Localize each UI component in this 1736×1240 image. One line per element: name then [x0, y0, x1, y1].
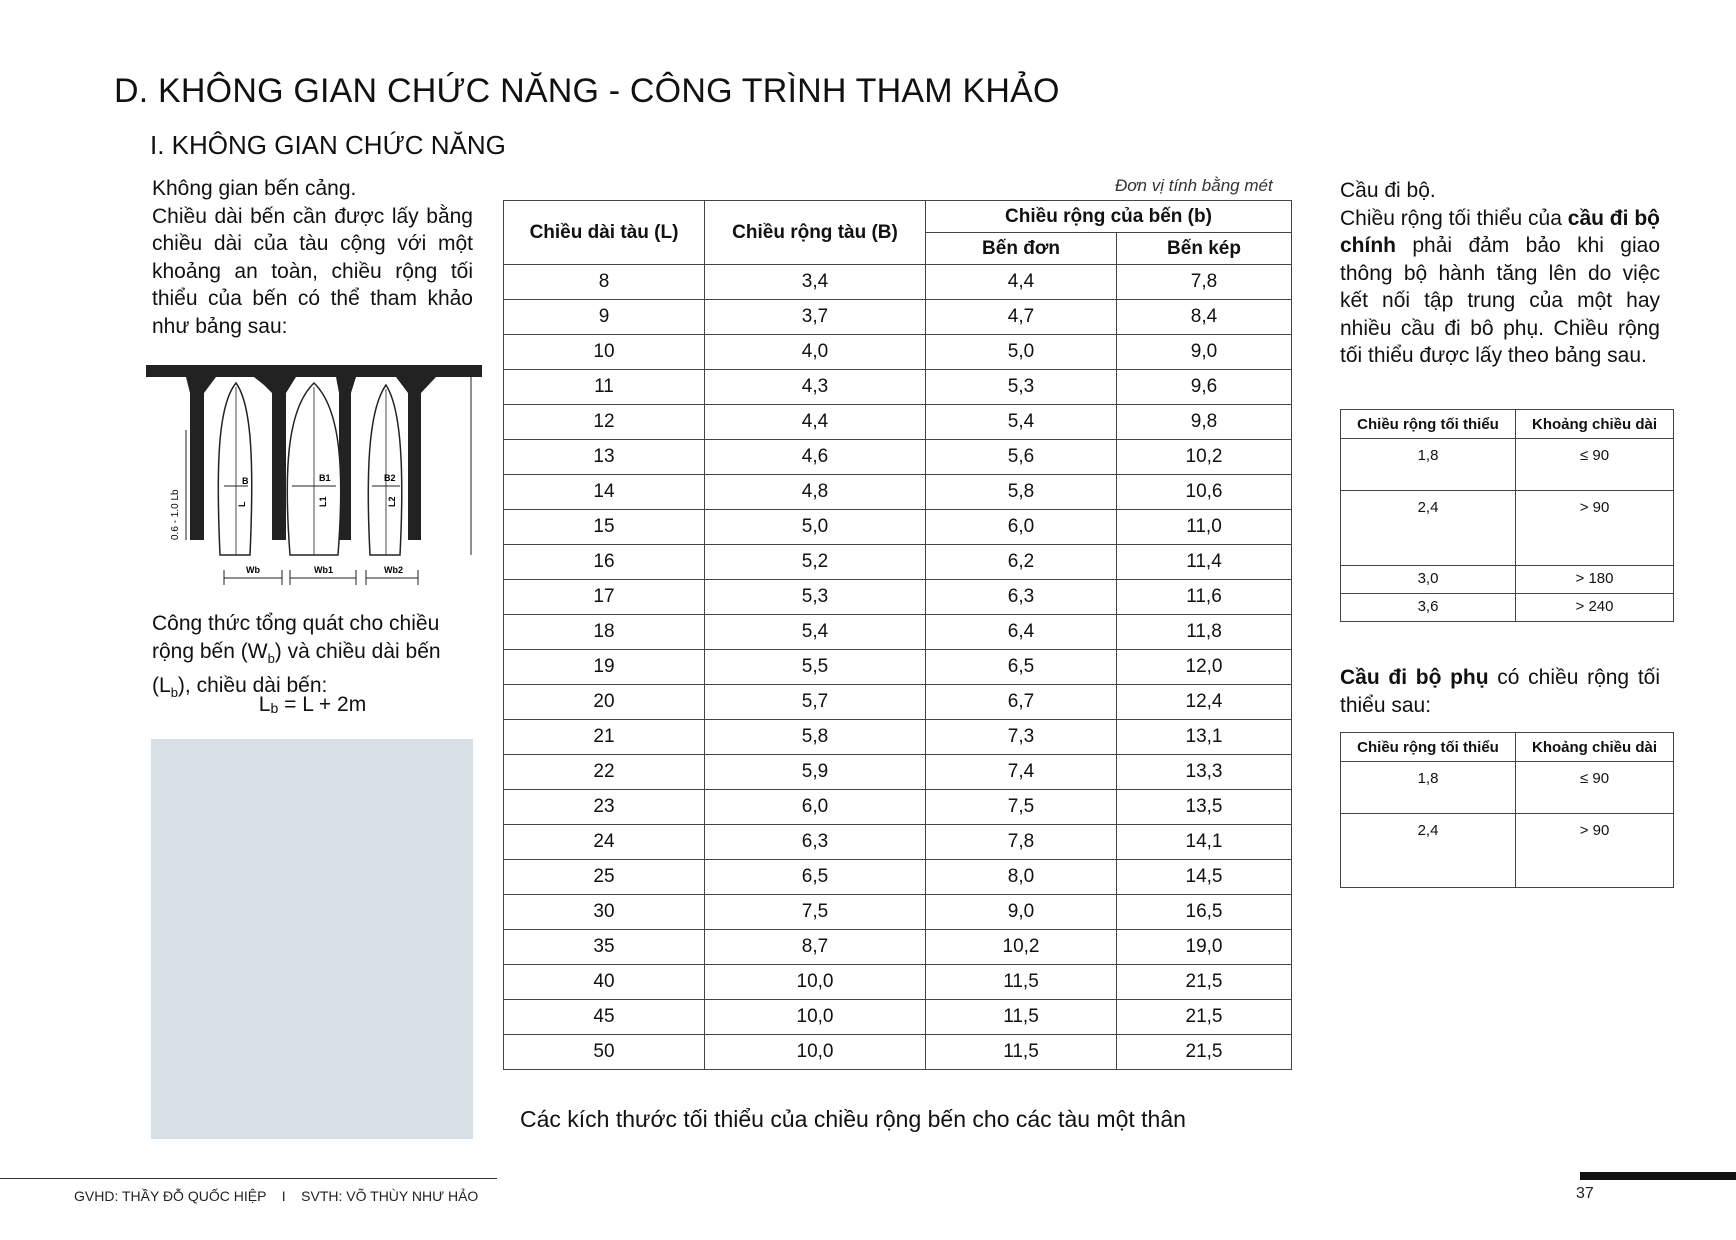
table-cell: 5,8 [926, 475, 1117, 510]
table-cell: 1,8 [1341, 439, 1516, 491]
table-cell: 5,2 [705, 545, 926, 580]
table-row [504, 685, 1292, 720]
table-row [504, 510, 1292, 545]
table-cell: 7,5 [705, 895, 926, 930]
table-row [504, 930, 1292, 965]
page-number: 37 [1576, 1185, 1594, 1202]
table-cell: 4,3 [705, 370, 926, 405]
berth-diagram [146, 365, 482, 590]
sub-footbridge-table [1340, 732, 1674, 888]
table-cell: > 180 [1516, 566, 1674, 594]
berth-width-table [503, 200, 1292, 1070]
table-cell: 13,5 [1117, 790, 1292, 825]
table-row [504, 755, 1292, 790]
table-cell: 17 [504, 580, 705, 615]
table-cell: ≤ 90 [1516, 762, 1674, 814]
table-row [504, 650, 1292, 685]
formula-description: Công thức tổng quát cho chiều rộng bến $(W_b)$ và chiều dài bến $(L_b)$, chiều dài bến: [152, 612, 441, 701]
table-cell: 13 [504, 440, 705, 475]
table-cell: 8,0 [926, 860, 1117, 895]
table-cell: 5,9 [705, 755, 926, 790]
table-cell: 10,2 [926, 930, 1117, 965]
table-row [504, 965, 1292, 1000]
table-cell: 5,6 [926, 440, 1117, 475]
table-cell: 5,0 [926, 335, 1117, 370]
table-cell: 14,1 [1117, 825, 1292, 860]
table-cell: 6,3 [705, 825, 926, 860]
col-header-single-berth: Bến đơn [926, 233, 1117, 265]
table-cell: 5,4 [926, 405, 1117, 440]
table-cell: 3,7 [705, 300, 926, 335]
table-cell: 11,0 [1117, 510, 1292, 545]
table-cell: > 240 [1516, 594, 1674, 622]
table-row [504, 825, 1292, 860]
table-cell: 13,3 [1117, 755, 1292, 790]
table-cell: ≤ 90 [1516, 439, 1674, 491]
diagram-label: L [237, 501, 247, 507]
table-cell: 11,5 [926, 965, 1117, 1000]
table-row [504, 405, 1292, 440]
table-cell: 10,6 [1117, 475, 1292, 510]
table-row [504, 580, 1292, 615]
table-cell: 25 [504, 860, 705, 895]
table-cell: 16,5 [1117, 895, 1292, 930]
table-cell: 1,8 [1341, 762, 1516, 814]
table-row [504, 1035, 1292, 1070]
table-cell: 10,0 [705, 1035, 926, 1070]
table-cell: 16 [504, 545, 705, 580]
sub-footbridge-text: Cầu đi bộ phụ có chiều rộng tối thiểu sau: [1340, 666, 1660, 717]
table-row [504, 545, 1292, 580]
table-cell: 6,4 [926, 615, 1117, 650]
table-cell: 9,6 [1117, 370, 1292, 405]
table-cell: 5,0 [705, 510, 926, 545]
table-row [504, 895, 1292, 930]
table-row [504, 475, 1292, 510]
table-cell: 5,3 [705, 580, 926, 615]
table-cell: 4,7 [926, 300, 1117, 335]
table-cell: 11,8 [1117, 615, 1292, 650]
table-cell: 30 [504, 895, 705, 930]
table-cell: 24 [504, 825, 705, 860]
table-row [504, 1000, 1292, 1035]
table-cell: 4,4 [705, 405, 926, 440]
diagram-deck [146, 365, 482, 377]
berth-length-formula: $L_b = L + 2m$ [258, 693, 367, 716]
unit-note: Đơn vị tính bằng mét [1115, 176, 1273, 195]
table-cell: 4,6 [705, 440, 926, 475]
image-placeholder [151, 739, 473, 1139]
table-cell: 6,5 [926, 650, 1117, 685]
table-cell: 4,8 [705, 475, 926, 510]
table-cell: 13,1 [1117, 720, 1292, 755]
table-cell: 4,0 [705, 335, 926, 370]
diagram-label: B [242, 476, 249, 486]
harbor-intro-text: Chiều dài bến cần được lấy bằng chiều dài của tàu cộng với một khoảng an toàn, chiều rộng tối thiểu của bến có thể tham khảo như bảng sau: [152, 204, 473, 338]
harbor-intro [152, 175, 473, 340]
table-cell: 21 [504, 720, 705, 755]
table-cell: 12,0 [1117, 650, 1292, 685]
table-cell: 9 [504, 300, 705, 335]
table-cell: 9,0 [926, 895, 1117, 930]
table-cell: 22 [504, 755, 705, 790]
table-cell: 6,7 [926, 685, 1117, 720]
table-cell: 11,4 [1117, 545, 1292, 580]
table-cell: > 90 [1516, 491, 1674, 566]
table-cell: 14,5 [1117, 860, 1292, 895]
harbor-heading: Không gian bến cảng. [152, 177, 357, 200]
table-cell: 8,4 [1117, 300, 1292, 335]
table-cell: 20 [504, 685, 705, 720]
table-row [504, 370, 1292, 405]
table-row [504, 860, 1292, 895]
table-cell: 12,4 [1117, 685, 1292, 720]
table-cell: 3,6 [1341, 594, 1516, 622]
table-cell: 10,2 [1117, 440, 1292, 475]
col-header-length-range: Khoảng chiều dài [1516, 410, 1674, 439]
diagram-width-label: Wb2 [384, 565, 403, 575]
section-title: I. KHÔNG GIAN CHỨC NĂNG [150, 130, 506, 160]
table-row [504, 265, 1292, 300]
table-cell: 7,3 [926, 720, 1117, 755]
table-cell: 3,4 [705, 265, 926, 300]
table-cell: 2,4 [1341, 491, 1516, 566]
col-header-length-range: Khoảng chiều dài [1516, 733, 1674, 762]
table-cell: 6,2 [926, 545, 1117, 580]
table-cell: 5,4 [705, 615, 926, 650]
table-cell: 18 [504, 615, 705, 650]
table-row [504, 440, 1292, 475]
diagram-pier [186, 377, 216, 540]
table-cell: > 90 [1516, 814, 1674, 888]
table-cell: 10,0 [705, 1000, 926, 1035]
diagram-label: B1 [319, 473, 331, 483]
table-cell: 21,5 [1117, 1035, 1292, 1070]
table-cell: 21,5 [1117, 1000, 1292, 1035]
diagram-label: B2 [384, 473, 396, 483]
table-cell: 40 [504, 965, 705, 1000]
table-cell: 9,0 [1117, 335, 1292, 370]
col-header-ship-width: Chiều rộng tàu (B) [705, 201, 926, 265]
table-cell: 3,0 [1341, 566, 1516, 594]
table-cell: 11 [504, 370, 705, 405]
table-cell: 10 [504, 335, 705, 370]
table-row [504, 615, 1292, 650]
table-cell: 21,5 [1117, 965, 1292, 1000]
table-cell: 15 [504, 510, 705, 545]
table-row [504, 300, 1292, 335]
diagram-height-label: 0.6 - 1.0 Lb [170, 489, 181, 540]
table-cell: 7,8 [926, 825, 1117, 860]
diagram-label: L1 [318, 496, 328, 507]
table-cell: 6,3 [926, 580, 1117, 615]
diagram-width-label: Wb1 [314, 565, 333, 575]
table-row [504, 335, 1292, 370]
footbridge-heading: Cầu đi bộ. [1340, 179, 1436, 202]
table-cell: 8 [504, 265, 705, 300]
table-cell: 45 [504, 1000, 705, 1035]
table-cell: 5,3 [926, 370, 1117, 405]
table-row [504, 790, 1292, 825]
footer-credits: GVHD: THẦY ĐỖ QUỐC HIỆP I SVTH: VÕ THÙY NHƯ HẢO [74, 1188, 479, 1204]
table-cell: 10,0 [705, 965, 926, 1000]
table-cell: 11,5 [926, 1000, 1117, 1035]
table-cell: 50 [504, 1035, 705, 1070]
table-row [504, 720, 1292, 755]
table-cell: 12 [504, 405, 705, 440]
col-header-berth-width: Chiều rộng của bến (b) [926, 201, 1292, 233]
diagram-boat [368, 385, 402, 555]
col-header-min-width: Chiều rộng tối thiểu [1341, 410, 1516, 439]
table-cell: 9,8 [1117, 405, 1292, 440]
table-cell: 7,8 [1117, 265, 1292, 300]
table-cell: 5,8 [705, 720, 926, 755]
diagram-boat [218, 383, 252, 555]
col-header-ship-length: Chiều dài tàu (L) [504, 201, 705, 265]
table-cell: 35 [504, 930, 705, 965]
table-cell: 5,5 [705, 650, 926, 685]
footbridge-intro: Cầu đi bộ. Chiều rộng tối thiểu của cầu đi bộ chính phải đảm bảo khi giao thông bộ hành tăng lên do việc kết nối tập trung của một hay nhiều cầu đi bô phụ. Chiều rộng tối thiểu được lấy theo bảng sau. [1340, 179, 1660, 367]
col-header-double-berth: Bến kép [1117, 233, 1292, 265]
table-cell: 23 [504, 790, 705, 825]
footer-divider [0, 1178, 497, 1179]
table-cell: 2,4 [1341, 814, 1516, 888]
table-cell: 19 [504, 650, 705, 685]
table-cell: 6,0 [705, 790, 926, 825]
diagram-label: L2 [387, 496, 397, 507]
table-cell: 11,5 [926, 1035, 1117, 1070]
col-header-min-width: Chiều rộng tối thiểu [1341, 733, 1516, 762]
table-cell: 14 [504, 475, 705, 510]
table-cell: 6,0 [926, 510, 1117, 545]
page-title: D. KHÔNG GIAN CHỨC NĂNG - CÔNG TRÌNH THAM KHẢO [114, 72, 1060, 110]
table-cell: 7,5 [926, 790, 1117, 825]
table-cell: 7,4 [926, 755, 1117, 790]
diagram-width-label: Wb [246, 565, 260, 575]
page-number-bar [1580, 1172, 1736, 1180]
table-cell: 5,7 [705, 685, 926, 720]
main-footbridge-table [1340, 409, 1674, 622]
table-cell: 8,7 [705, 930, 926, 965]
table-cell: 6,5 [705, 860, 926, 895]
table-caption: Các kích thước tối thiểu của chiều rộng bến cho các tàu một thân [520, 1106, 1186, 1132]
table-cell: 4,4 [926, 265, 1117, 300]
table-cell: 19,0 [1117, 930, 1292, 965]
table-cell: 11,6 [1117, 580, 1292, 615]
